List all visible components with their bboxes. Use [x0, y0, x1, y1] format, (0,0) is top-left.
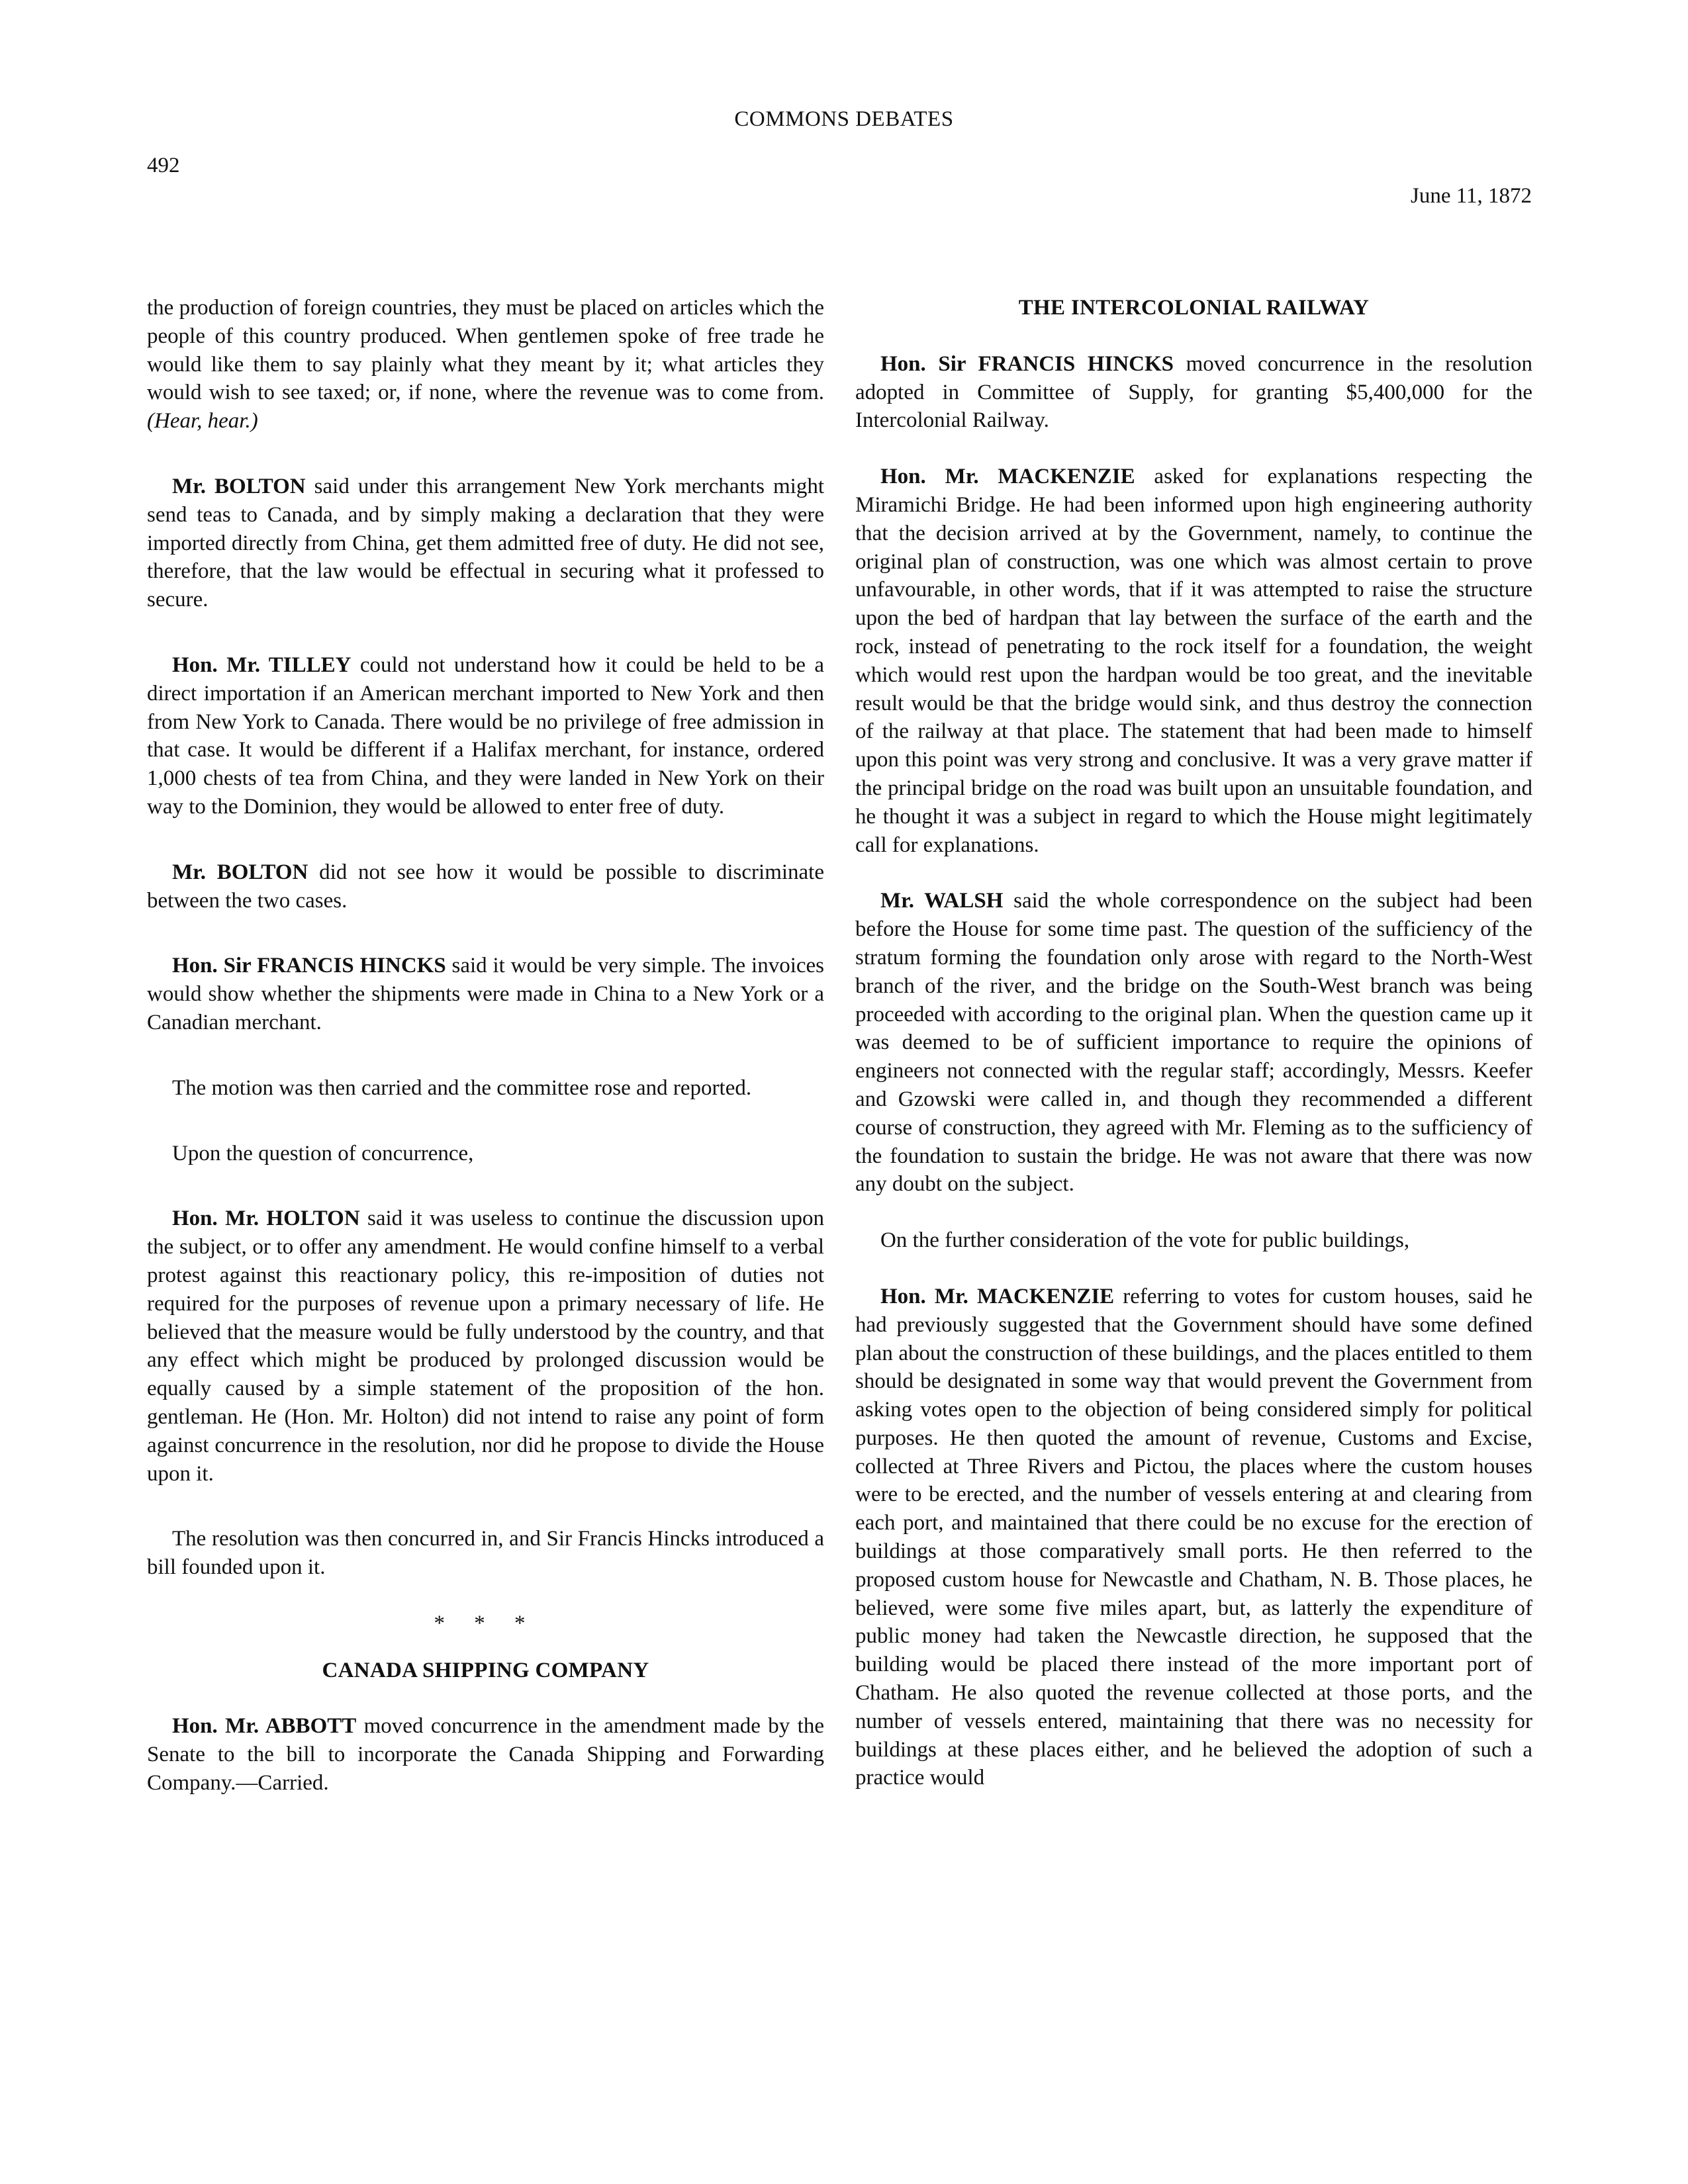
paragraph-text: On the further consideration of the vote for public buildings,: [880, 1228, 1410, 1253]
speaker-name: Hon. Sir FRANCIS HINCKS: [880, 351, 1174, 376]
speaker-name: Hon. Sir FRANCIS HINCKS: [172, 954, 446, 978]
paragraph-text: The resolution was then concurred in, and Sir Francis Hincks introduced a bill founded upon it.: [147, 1527, 824, 1580]
paragraph: [855, 463, 1532, 859]
paragraph: [147, 1140, 824, 1168]
paragraph-text: the production of foreign countries, they must be placed on articles which the people of this country produced. When gentlemen spoke of free trade he would like them to say plainly what they meant by it; what articles they would wish to see taxed; or, if none, where the revenue was to come from.: [147, 296, 824, 405]
paragraph: [147, 651, 824, 821]
page-number: 492: [147, 154, 180, 177]
speaker-name: Mr. BOLTON: [172, 474, 306, 498]
paragraph-text: Upon the question of concurrence,: [172, 1141, 474, 1165]
paragraph-text: said under this arrangement New York merchants might send teas to Canada, and by simply making a declaration that they were imported directly from China, get them admitted free of duty. He did not see, therefore, that the law would be effectual in securing what it professed to secure.: [147, 474, 824, 612]
speaker-name: Mr. WALSH: [880, 889, 1004, 913]
speaker-name: Hon. Mr. MACKENZIE: [880, 465, 1135, 489]
paragraph: [855, 1226, 1532, 1255]
paragraph: [147, 1205, 824, 1488]
section-separator: * * *: [434, 1611, 538, 1635]
section-heading: CANADA SHIPPING COMPANY: [322, 1658, 649, 1682]
speaker-name: Hon. Mr. MACKENZIE: [880, 1284, 1115, 1308]
paragraph-text: said it would be very simple. The invoices would show whether the shipments were made in China to a New York or a Canadian merchant.: [147, 954, 824, 1034]
paragraph-text: said the whole correspondence on the subject had been before the House for some time past. The question of the sufficiency of the stratum forming the foundation only arose with regard to the North-West branch of the river, and the bridge on the South-West branch was being proceeded with according to the original plan. When the question came up it was deemed to be of sufficient importance to require the opinions of engineers not connected with the regular staff; accordingly, Messrs. Keefer and Gzowski were called in, and though they recommended a different course of construction, they agreed with Mr. Fleming as to the sufficiency of the foundation to sustain the bridge. He was not aware that there was now any doubt on the subject.: [855, 889, 1533, 1197]
paragraph: [147, 952, 824, 1036]
paragraph: [147, 294, 824, 435]
right-column: [855, 294, 1532, 1820]
paragraph: [855, 887, 1532, 1199]
paragraph-text: The motion was then carried and the committee rose and reported.: [172, 1075, 752, 1100]
paragraph: [147, 1525, 824, 1582]
speaker-name: Mr. BOLTON: [172, 860, 308, 884]
paragraph-text: asked for explanations respecting the Miramichi Bridge. He had been informed upon high engineering authority that the decision arrived at by the Government, namely, to continue the original plan of construction, was one which was almost certain to prove unfavourable, in other words, that if it was attempted to raise the structure upon the bed of hardpan that lay between the surface of the earth and the rock, instead of penetrating to the rock itself for a foundation, the weight which would rest upon the hardpan would be too great, and the inevitable result would be that the bridge would sink, and thus destroy the connection of the railway at that place. The statement that had been made to himself upon this point was very strong and conclusive. It was a very grave matter if the principal bridge on the road was built upon an unsuitable foundation, and he thought it was a subject in regard to which the House might legitimately call for explanations.: [855, 465, 1532, 857]
aside-text: (Hear, hear.): [147, 409, 258, 433]
speaker-name: Hon. Mr. ABBOTT: [172, 1714, 357, 1739]
paragraph-text: moved concurrence in the resolution adopted in Committee of Supply, for granting $5,400,000 for the Intercolonial Railway.: [855, 351, 1533, 433]
paragraph-text: referring to votes for custom houses, said he had previously suggested that the Government should have some defined plan about the construction of these buildings, and the places entitled to them should be designated in some way that would prevent the Government from asking votes open to the objection of being considered simply for political purposes. He then quoted the amount of revenue, Customs and Excise, collected at Three Rivers and Pictou, the places where the custom houses were to be erected, and the number of vessels entering at and clearing from each port, and maintained that there could be no excuse for the erection of buildings at those comparatively small ports. He then referred to the proposed custom house for Newcastle and Chatham, N. B. Those places, he believed, were some five miles apart, but, as latterly the expenditure of public money had taken the Newcastle direction, he supposed that the building would be placed there instead of the more important port of Chatham. He also quoted the revenue collected at those ports, and the number of vessels entered, maintaining that there was no necessity for buildings at these places either, and he believed the adoption of such a practice would: [855, 1284, 1532, 1790]
page-date: June 11, 1872: [1410, 184, 1532, 208]
paragraph: [855, 1283, 1532, 1792]
paragraph: [147, 473, 824, 614]
paragraph: [147, 1712, 824, 1797]
paragraph-text: moved concurrence in the amendment made by the Senate to the bill to incorporate the Canada Shipping and Forwarding Company.—Carried.: [147, 1714, 824, 1796]
section-heading: THE INTERCOLONIAL RAILWAY: [1018, 296, 1370, 320]
paragraph-text: said it was useless to continue the discussion upon the subject, or to offer any amendment. He would confine himself to a verbal protest against this reactionary policy, this re-imposition of duties not required for the purposes of revenue upon a primary necessary of life. He believed that the measure would be fully understood by the country, and that any effect which might be produced by prolonged discussion would be equally caused by a simple statement of the proposition of the hon. gentleman. He (Hon. Mr. Holton) did not intend to raise any point of form against concurrence in the resolution, nor did he propose to divide the House upon it.: [147, 1206, 824, 1486]
speaker-name: Hon. Mr. HOLTON: [172, 1206, 360, 1231]
paragraph: [147, 1074, 824, 1103]
paragraph: [855, 350, 1532, 435]
paragraph-text: could not understand how it could be held to be a direct importation if an American merchant imported to New York and then from New York to Canada. There would be no privilege of free admission in that case. It would be different if a Halifax merchant, for instance, ordered 1,000 chests of tea from China, and they were landed in New York on their way to the Dominion, they would be allowed to enter free of duty.: [147, 653, 824, 819]
left-column: [147, 294, 824, 1825]
paragraph-text: did not see how it would be possible to discriminate between the two cases.: [147, 860, 824, 913]
speaker-name: Hon. Mr. TILLEY: [172, 653, 352, 677]
running-head: COMMONS DEBATES: [734, 107, 954, 131]
paragraph: [147, 858, 824, 915]
